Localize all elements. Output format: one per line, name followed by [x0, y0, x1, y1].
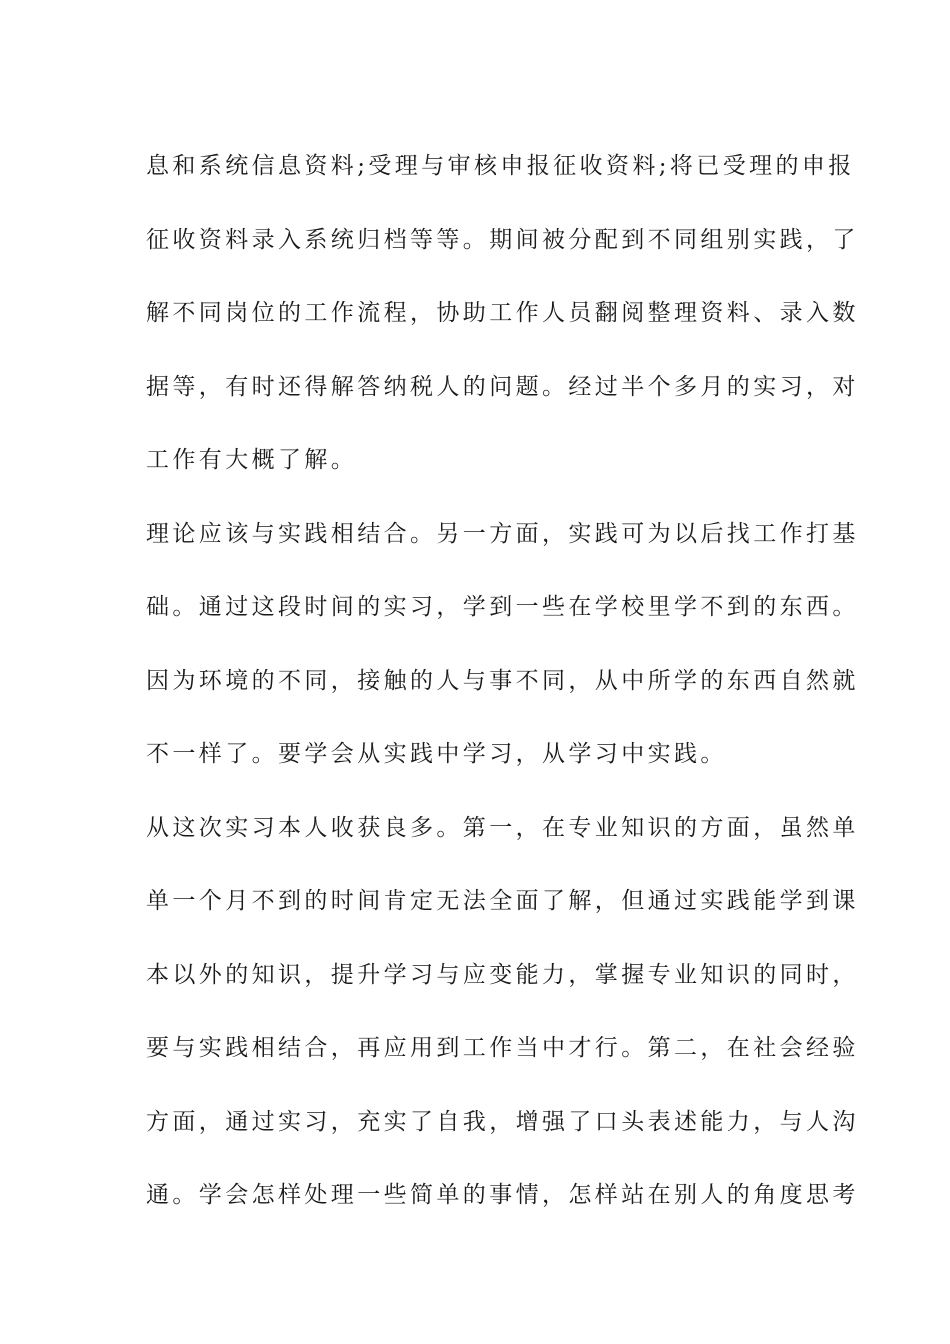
- text-line: 通。学会怎样处理一些简单的事情，怎样站在别人的角度思考: [146, 1182, 859, 1208]
- text-line: 据等，有时还得解答纳税人的问题。经过半个多月的实习，对: [146, 373, 859, 400]
- text-line: 因为环境的不同，接触的人与事不同，从中所学的东西自然就: [146, 667, 859, 694]
- body-text: [146, 130, 859, 1233]
- text-line: 征收资料录入系统归档等等。期间被分配到不同组别实践，了: [146, 226, 859, 253]
- text-line: 工作有大概了解。: [146, 447, 358, 473]
- text-line: 础。通过这段时间的实习，学到一些在学校里学不到的东西。: [146, 594, 859, 620]
- text-line: 本以外的知识，提升学习与应变能力，掌握专业知识的同时，: [146, 961, 859, 988]
- text-line: 不一样了。要学会从实践中学习，从学习中实践。: [146, 741, 727, 767]
- text-line: 解不同岗位的工作流程，协助工作人员翻阅整理资料、录入数: [146, 300, 859, 326]
- text-line: 息和系统信息资料;受理与审核申报征收资料;将已受理的申报: [146, 153, 855, 179]
- text-line: 理论应该与实践相结合。另一方面，实践可为以后找工作打基: [146, 520, 859, 547]
- text-line: 方面，通过实习，充实了自我，增强了口头表述能力，与人沟: [146, 1108, 859, 1135]
- text-line: 单一个月不到的时间肯定无法全面了解，但通过实践能学到课: [146, 888, 859, 914]
- text-line: 从这次实习本人收获良多。第一，在专业知识的方面，虽然单: [146, 814, 859, 841]
- text-line: 要与实践相结合，再应用到工作当中才行。第二，在社会经验: [146, 1035, 859, 1061]
